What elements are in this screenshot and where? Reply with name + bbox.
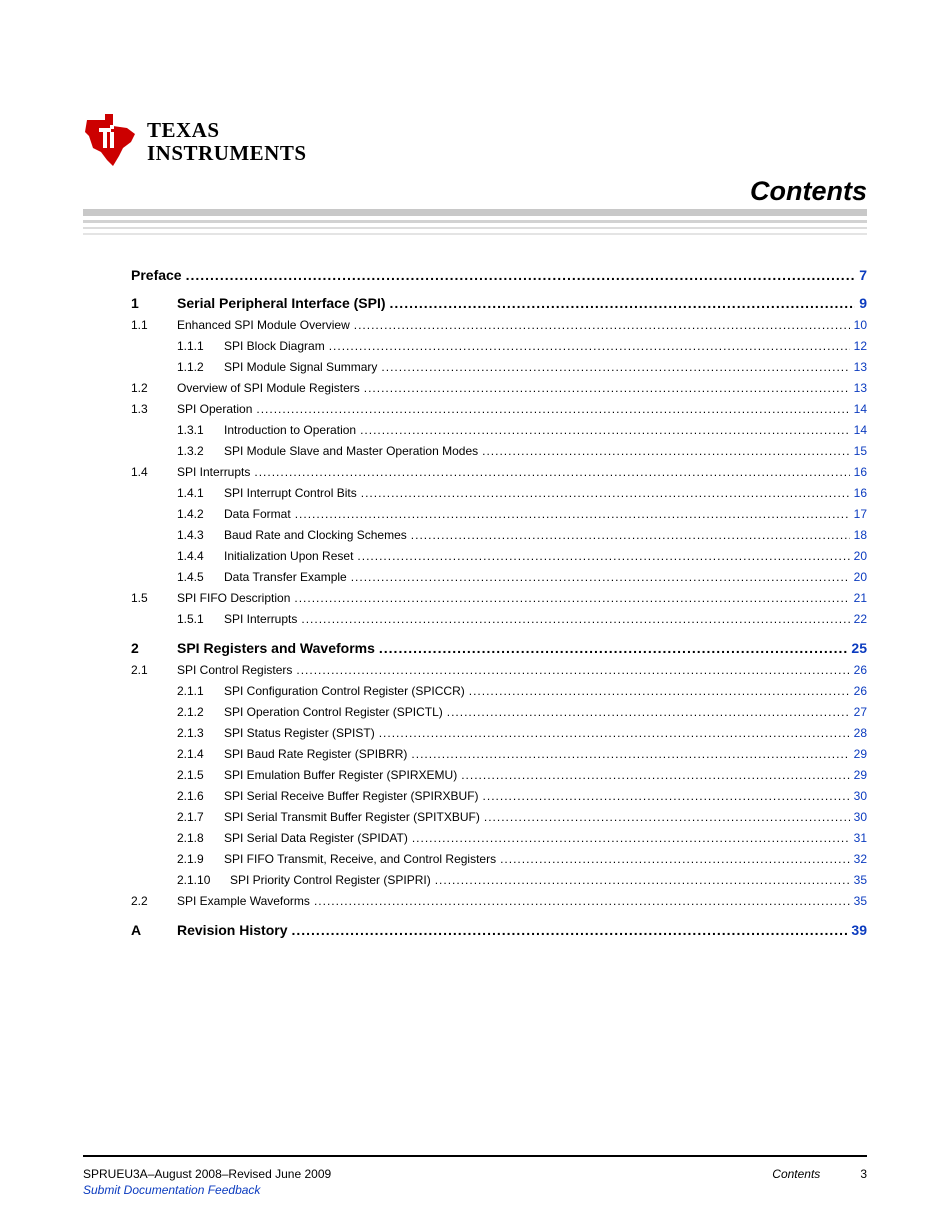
toc-entry[interactable] bbox=[177, 789, 867, 803]
toc-leader bbox=[351, 570, 850, 584]
toc-number: 1.1.1 bbox=[177, 339, 204, 353]
toc-number: 2.1.10 bbox=[177, 873, 211, 887]
toc-number: 2.1.1 bbox=[177, 684, 204, 698]
page-title: Contents bbox=[750, 176, 867, 206]
toc-number: 2.2 bbox=[131, 894, 148, 908]
toc-number: 1.4.2 bbox=[177, 507, 204, 521]
toc-title: SPI Interrupts bbox=[224, 612, 298, 626]
toc-leader bbox=[329, 339, 850, 353]
toc-leader bbox=[412, 831, 850, 845]
toc-number: 2.1 bbox=[131, 663, 148, 677]
toc-entry[interactable] bbox=[177, 570, 867, 584]
toc-page-link[interactable]: 9 bbox=[859, 295, 867, 311]
toc-leader bbox=[483, 789, 850, 803]
toc-entry[interactable] bbox=[177, 852, 867, 866]
toc-page-link[interactable]: 30 bbox=[853, 789, 867, 803]
toc-title: SPI Operation bbox=[177, 402, 253, 416]
toc-entry[interactable] bbox=[177, 747, 867, 761]
toc-entry[interactable] bbox=[131, 318, 867, 332]
toc-number: 1.4.3 bbox=[177, 528, 204, 542]
toc-leader bbox=[390, 295, 856, 311]
submit-feedback-link[interactable]: Submit Documentation Feedback bbox=[83, 1183, 261, 1197]
toc-title: SPI Serial Transmit Buffer Register (SPITXBUF) bbox=[224, 810, 480, 824]
toc-title: Initialization Upon Reset bbox=[224, 549, 354, 563]
toc-entry[interactable] bbox=[131, 465, 867, 479]
toc-page-link[interactable]: 14 bbox=[853, 423, 867, 437]
toc-leader bbox=[379, 640, 848, 656]
toc-title: Introduction to Operation bbox=[224, 423, 357, 437]
toc-leader bbox=[484, 810, 850, 824]
toc-entry[interactable] bbox=[131, 295, 867, 311]
toc-entry[interactable] bbox=[177, 423, 867, 437]
toc-number: 1.3.2 bbox=[177, 444, 204, 458]
toc-page-link[interactable]: 35 bbox=[853, 894, 867, 908]
toc-entry[interactable] bbox=[131, 663, 867, 677]
toc-title: SPI Block Diagram bbox=[224, 339, 325, 353]
toc-leader bbox=[411, 528, 850, 542]
footer-page-number: 3 bbox=[860, 1167, 867, 1181]
toc-title: SPI Control Registers bbox=[177, 663, 293, 677]
toc-number: 1 bbox=[131, 295, 139, 311]
toc-title: SPI Example Waveforms bbox=[177, 894, 310, 908]
toc-title: SPI Registers and Waveforms bbox=[177, 640, 375, 656]
toc-entry[interactable] bbox=[131, 267, 867, 283]
toc-number: 2.1.8 bbox=[177, 831, 204, 845]
toc-title: Revision History bbox=[177, 922, 288, 938]
toc-leader bbox=[379, 726, 850, 740]
toc-entry[interactable] bbox=[177, 339, 867, 353]
toc-number: 1.2 bbox=[131, 381, 148, 395]
toc-entry[interactable] bbox=[177, 831, 867, 845]
logo-line2: INSTRUMENTS bbox=[147, 141, 307, 165]
toc-number: 1.4.5 bbox=[177, 570, 204, 584]
toc-page-link[interactable]: 29 bbox=[853, 768, 867, 782]
toc-number: 2.1.2 bbox=[177, 705, 204, 719]
toc-page-link[interactable]: 12 bbox=[853, 339, 867, 353]
toc-leader bbox=[301, 612, 849, 626]
toc-entry[interactable] bbox=[131, 640, 867, 656]
toc-entry[interactable] bbox=[131, 381, 867, 395]
toc-page-link[interactable]: 29 bbox=[853, 747, 867, 761]
toc-title: SPI Baud Rate Register (SPIBRR) bbox=[224, 747, 408, 761]
toc-leader bbox=[364, 381, 850, 395]
toc-page-link[interactable]: 26 bbox=[853, 663, 867, 677]
toc-page-link[interactable]: 39 bbox=[851, 922, 867, 938]
toc-page-link[interactable]: 15 bbox=[853, 444, 867, 458]
toc-entry[interactable] bbox=[177, 768, 867, 782]
footer-section: Contents bbox=[772, 1167, 821, 1181]
toc-number: 2.1.4 bbox=[177, 747, 204, 761]
footer-section-page bbox=[772, 1167, 867, 1181]
toc-page-link[interactable]: 25 bbox=[851, 640, 867, 656]
toc-title: SPI Status Register (SPIST) bbox=[224, 726, 375, 740]
toc-page-link[interactable]: 18 bbox=[853, 528, 867, 542]
toc-number: 1.4 bbox=[131, 465, 148, 479]
toc-title: SPI Priority Control Register (SPIPRI) bbox=[230, 873, 431, 887]
toc-leader bbox=[435, 873, 850, 887]
toc-title: SPI FIFO Transmit, Receive, and Control Registers bbox=[224, 852, 497, 866]
toc-page-link[interactable]: 22 bbox=[853, 612, 867, 626]
toc-leader bbox=[314, 894, 850, 908]
toc-leader bbox=[296, 663, 849, 677]
toc-number: 1.1 bbox=[131, 318, 148, 332]
toc-entry[interactable] bbox=[177, 726, 867, 740]
toc-leader bbox=[295, 507, 850, 521]
toc-page-link[interactable]: 20 bbox=[853, 549, 867, 563]
toc-leader bbox=[461, 768, 849, 782]
toc-number: 2.1.3 bbox=[177, 726, 204, 740]
toc-title: SPI Interrupts bbox=[177, 465, 251, 479]
toc-page-link[interactable]: 30 bbox=[853, 810, 867, 824]
toc-number: 1.4.4 bbox=[177, 549, 204, 563]
toc-title: Preface bbox=[131, 267, 182, 283]
toc-number: 1.5 bbox=[131, 591, 148, 605]
toc-title: SPI FIFO Description bbox=[177, 591, 291, 605]
toc-page-link[interactable]: 7 bbox=[859, 267, 867, 283]
toc-entry[interactable] bbox=[131, 922, 867, 938]
toc-title: SPI Configuration Control Register (SPICCR) bbox=[224, 684, 465, 698]
footer-doc-id: SPRUEU3A–August 2008–Revised June 2009 bbox=[83, 1167, 332, 1181]
toc-title: SPI Serial Data Register (SPIDAT) bbox=[224, 831, 408, 845]
toc-number: 1.1.2 bbox=[177, 360, 204, 374]
toc-title: SPI Serial Receive Buffer Register (SPIRXBUF) bbox=[224, 789, 479, 803]
toc-title: SPI Module Signal Summary bbox=[224, 360, 378, 374]
toc-entry[interactable] bbox=[131, 894, 867, 908]
toc-entry[interactable] bbox=[177, 684, 867, 698]
toc-title: Serial Peripheral Interface (SPI) bbox=[177, 295, 386, 311]
toc-entry[interactable] bbox=[177, 444, 867, 458]
toc-number: 2.1.5 bbox=[177, 768, 204, 782]
toc-page-link[interactable]: 31 bbox=[853, 831, 867, 845]
toc-leader bbox=[469, 684, 850, 698]
toc-leader bbox=[254, 465, 849, 479]
toc-leader bbox=[291, 922, 847, 938]
toc-title: SPI Operation Control Register (SPICTL) bbox=[224, 705, 443, 719]
toc-title: Data Format bbox=[224, 507, 291, 521]
toc-entry[interactable] bbox=[177, 810, 867, 824]
toc-page-link[interactable]: 26 bbox=[853, 684, 867, 698]
toc-leader bbox=[411, 747, 849, 761]
toc-entry[interactable] bbox=[131, 591, 867, 605]
toc-number: A bbox=[131, 922, 142, 938]
toc-title: Enhanced SPI Module Overview bbox=[177, 318, 350, 332]
toc-page-link[interactable]: 16 bbox=[853, 465, 867, 479]
toc-title: Baud Rate and Clocking Schemes bbox=[224, 528, 407, 542]
toc-leader bbox=[294, 591, 849, 605]
toc-leader bbox=[354, 318, 850, 332]
toc-leader bbox=[357, 549, 849, 563]
toc-number: 2.1.6 bbox=[177, 789, 204, 803]
toc-number: 1.3 bbox=[131, 402, 148, 416]
toc-page-link[interactable]: 17 bbox=[853, 507, 867, 521]
toc-number: 1.4.1 bbox=[177, 486, 204, 500]
toc-entry[interactable] bbox=[177, 873, 867, 887]
toc-page-link[interactable]: 16 bbox=[853, 486, 867, 500]
toc-leader bbox=[186, 267, 856, 283]
toc-page-link[interactable]: 28 bbox=[853, 726, 867, 740]
footer-rule bbox=[83, 1155, 867, 1157]
toc-page-link[interactable]: 21 bbox=[853, 591, 867, 605]
toc-entry[interactable] bbox=[177, 612, 867, 626]
toc-entry[interactable] bbox=[177, 705, 867, 719]
toc-page-link[interactable]: 13 bbox=[853, 360, 867, 374]
toc-entry[interactable] bbox=[177, 528, 867, 542]
toc-entry[interactable] bbox=[177, 507, 867, 521]
logo-line1: TEXAS bbox=[147, 118, 220, 142]
toc-number: 1.3.1 bbox=[177, 423, 204, 437]
toc-entry[interactable] bbox=[177, 486, 867, 500]
toc-title: Overview of SPI Module Registers bbox=[177, 381, 360, 395]
toc-leader bbox=[500, 852, 850, 866]
toc-leader bbox=[482, 444, 850, 458]
toc-title: SPI Interrupt Control Bits bbox=[224, 486, 357, 500]
toc-page-link[interactable]: 13 bbox=[853, 381, 867, 395]
toc-page-link[interactable]: 32 bbox=[853, 852, 867, 866]
toc-number: 2.1.9 bbox=[177, 852, 204, 866]
toc-number: 2.1.7 bbox=[177, 810, 204, 824]
toc-title: SPI Emulation Buffer Register (SPIRXEMU) bbox=[224, 768, 458, 782]
toc-entry[interactable] bbox=[131, 402, 867, 416]
toc-page-link[interactable]: 27 bbox=[853, 705, 867, 719]
toc-title: Data Transfer Example bbox=[224, 570, 347, 584]
toc-entry[interactable] bbox=[177, 549, 867, 563]
toc-title: SPI Module Slave and Master Operation Modes bbox=[224, 444, 479, 458]
toc-leader bbox=[256, 402, 849, 416]
toc-leader bbox=[381, 360, 849, 374]
toc-leader bbox=[360, 423, 850, 437]
toc-leader bbox=[447, 705, 850, 719]
toc-number: 2 bbox=[131, 640, 139, 656]
toc-leader bbox=[361, 486, 850, 500]
toc-page-link[interactable]: 14 bbox=[853, 402, 867, 416]
toc-number: 1.5.1 bbox=[177, 612, 204, 626]
toc-page-link[interactable]: 20 bbox=[853, 570, 867, 584]
toc-page-link[interactable]: 35 bbox=[853, 873, 867, 887]
toc-page-link[interactable]: 10 bbox=[853, 318, 867, 332]
toc-entry[interactable] bbox=[177, 360, 867, 374]
